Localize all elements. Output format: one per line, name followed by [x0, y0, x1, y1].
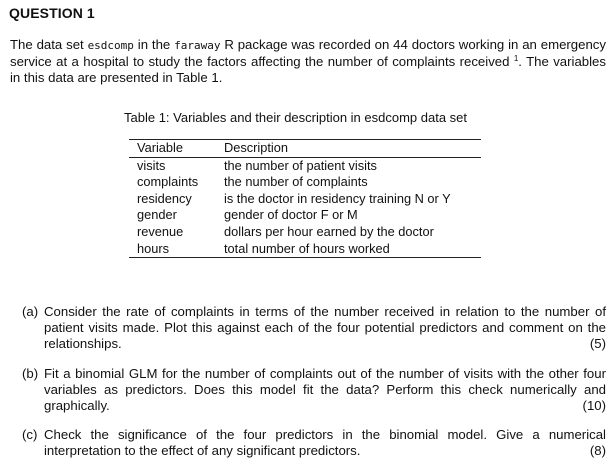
variable-name: gender — [137, 207, 177, 223]
part-marks: (10) — [582, 398, 606, 413]
variable-description: the number of complaints — [224, 174, 368, 190]
table-row — [129, 174, 481, 191]
variable-name: hours — [137, 240, 170, 256]
question-part-a — [22, 304, 606, 352]
footnote-mark: 1 — [513, 54, 519, 63]
variable-name: revenue — [137, 223, 184, 239]
variable-name: complaints — [137, 174, 199, 190]
variables-table — [129, 139, 481, 258]
variable-name: residency — [137, 190, 192, 206]
variable-description: total number of hours worked — [224, 240, 390, 256]
question-part-b — [22, 366, 606, 414]
part-label: (a) — [22, 304, 39, 319]
table-header-row — [129, 140, 481, 158]
part-marks: (8) — [589, 443, 606, 458]
part-label: (c) — [22, 427, 38, 442]
intro-text-3: R package was recorded on 44 doctors working in an emergency service at a hospital to study the factors affecting the number of complaints received — [10, 37, 606, 69]
part-label: (b) — [22, 366, 39, 381]
part-marks: (5) — [589, 336, 606, 351]
variable-description: the number of patient visits — [224, 157, 377, 173]
variable-description: dollars per hour earned by the doctor — [224, 223, 434, 239]
question-title: QUESTION 1 — [9, 5, 95, 21]
intro-paragraph — [10, 37, 606, 86]
table-row — [129, 191, 481, 208]
question-part-c — [22, 427, 606, 459]
variable-description: is the doctor in residency training N or Y — [224, 190, 451, 206]
dataset-code: esdcomp — [87, 39, 134, 52]
table-row — [129, 224, 481, 241]
header-description: Description — [224, 140, 289, 155]
intro-text-1: The data set — [10, 37, 88, 52]
intro-text-4: . The variables in this data are presented in Table 1. — [10, 54, 606, 85]
table-row — [129, 158, 481, 175]
part-text: Fit a binomial GLM for the number of complaints out of the number of visits with the other four variables as predictors. Does this model fit the data? Perform this check numerically and graphically. — [44, 366, 606, 413]
table-row — [129, 207, 481, 224]
table-caption: Table 1: Variables and their description in esdcomp data set — [124, 110, 468, 125]
variable-name: visits — [137, 157, 166, 173]
header-variable: Variable — [137, 140, 184, 155]
package-code: faraway — [174, 39, 221, 52]
part-text: Check the significance of the four predictors in the binomial model. Give a numerical interpretation to the effect of any significant predictors. — [44, 427, 606, 458]
variable-description: gender of doctor F or M — [224, 207, 358, 223]
intro-text-2: in the — [133, 37, 175, 52]
part-text: Consider the rate of complaints in terms of the number received in relation to the number of patient visits made. Plot this against each of the four potential predictors and comment on the relationships. — [44, 304, 606, 351]
table-row — [129, 241, 481, 258]
